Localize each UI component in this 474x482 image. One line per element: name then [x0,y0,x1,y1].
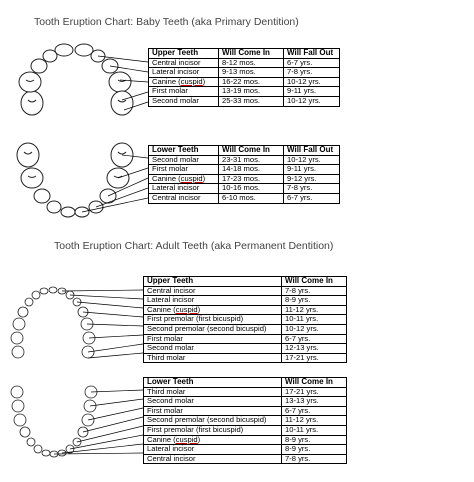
baby-lower-cell: 6-7 yrs. [284,193,340,203]
adult-upper-cell: Lateral incisor [144,296,282,306]
baby-lower-cell: 10-16 mos. [219,184,284,194]
adult-upper-header-0: Upper Teeth [144,277,282,287]
upper-baby-dental-arch-icon [19,44,139,120]
baby-upper-cell: 9-11 yrs. [284,87,340,97]
pointer-lines [54,56,148,454]
baby-upper-cell: First molar [149,87,219,97]
baby-upper-cell: 13-19 mos. [219,87,284,97]
baby-upper-cell: 8-12 mos. [219,58,284,68]
adult-upper-header-1: Will Come In [282,277,347,287]
adult-upper-cell: 17-21 yrs. [282,353,347,363]
baby-lower-header-1: Will Come In [219,146,284,156]
baby-upper-cell: 10-12 yrs. [284,96,340,106]
baby-upper-cell: Second molar [149,96,219,106]
adult-lower-cell: First premolar (first bicuspid) [144,425,282,435]
adult-upper-cell: 10-11 yrs. [282,315,347,325]
baby-lower-cell: 10-12 yrs. [284,155,340,165]
baby-lower-cell: 7-8 yrs. [284,184,340,194]
baby-upper-cell: 9-13 mos. [219,68,284,78]
adult-upper-cell: 6-7 yrs. [282,334,347,344]
baby-lower-cell: 17-23 mos. [219,174,284,184]
adult-lower-cell: 17-21 yrs. [282,387,347,397]
baby-upper-cell: 10-12 yrs. [284,77,340,87]
baby-lower-cell: 14-18 mos. [219,165,284,175]
baby-upper-cell: 25-33 mos. [219,96,284,106]
adult-upper-cell: 10-12 yrs. [282,324,347,334]
baby-lower-header-0: Lower Teeth [149,146,219,156]
baby-lower-cell: 9-12 yrs. [284,174,340,184]
baby-chart-title: Tooth Eruption Chart: Baby Teeth (aka Primary Dentition) [34,16,299,28]
adult-lower-cell: Central incisor [144,454,282,464]
baby-lower-cell: 9-11 yrs. [284,165,340,175]
adult-lower-cell: 8-9 yrs. [282,445,347,455]
baby-lower-cell: First molar [149,165,219,175]
baby-lower-cell: Central incisor [149,193,219,203]
baby-upper-header-0: Upper Teeth [149,49,219,59]
adult-lower-cell: Second molar [144,397,282,407]
baby-upper-cell: Lateral incisor [149,68,219,78]
adult-lower-cell: 7-8 yrs. [282,454,347,464]
baby-lower-cell: 23-31 mos. [219,155,284,165]
baby-lower-cell: Lateral incisor [149,184,219,194]
lower-baby-dental-arch-icon [17,143,133,217]
adult-lower-header-0: Lower Teeth [144,378,282,388]
adult-upper-cell: Central incisor [144,286,282,296]
baby-upper-header-1: Will Come In [219,49,284,59]
baby-lower-header-2: Will Fall Out [284,146,340,156]
baby-lower-cell: Canine (cuspid) [149,174,219,184]
adult-upper-cell: Second premolar (second bicuspid) [144,324,282,334]
upper-adult-dental-arch-icon [11,287,95,358]
adult-lower-cell: 11-12 yrs. [282,416,347,426]
adult-upper-cell: 12-13 yrs. [282,344,347,354]
adult-upper-cell: First molar [144,334,282,344]
adult-lower-cell: Canine (cuspid) [144,435,282,445]
baby-upper-header-2: Will Fall Out [284,49,340,59]
adult-upper-cell: First premolar (first bicuspid) [144,315,282,325]
adult-lower-cell: Third molar [144,387,282,397]
adult-lower-cell: Second premolar (second bicuspid) [144,416,282,426]
adult-upper-cell: 7-8 yrs. [282,286,347,296]
adult-lower-cell: 6-7 yrs. [282,406,347,416]
adult-upper-cell: 8-9 yrs. [282,296,347,306]
baby-lower-cell: Second molar [149,155,219,165]
adult-upper-cell: Third molar [144,353,282,363]
adult-lower-cell: Lateral incisor [144,445,282,455]
baby-upper-cell: Central incisor [149,58,219,68]
baby-upper-cell: 7-8 yrs. [284,68,340,78]
adult-chart-title: Tooth Eruption Chart: Adult Teeth (aka Permanent Dentition) [54,240,334,252]
adult-lower-cell: 10-11 yrs. [282,425,347,435]
adult-lower-cell: 8-9 yrs. [282,435,347,445]
baby-lower-cell: 6-10 mos. [219,193,284,203]
baby-upper-cell: Canine (cuspid) [149,77,219,87]
baby-upper-cell: 6-7 yrs. [284,58,340,68]
adult-upper-cell: Second molar [144,344,282,354]
adult-lower-cell: 13-13 yrs. [282,397,347,407]
adult-upper-cell: Canine (cuspid) [144,305,282,315]
adult-upper-cell: 11-12 yrs. [282,305,347,315]
adult-lower-header-1: Will Come In [282,378,347,388]
adult-lower-cell: First molar [144,406,282,416]
baby-upper-cell: 16-22 mos. [219,77,284,87]
